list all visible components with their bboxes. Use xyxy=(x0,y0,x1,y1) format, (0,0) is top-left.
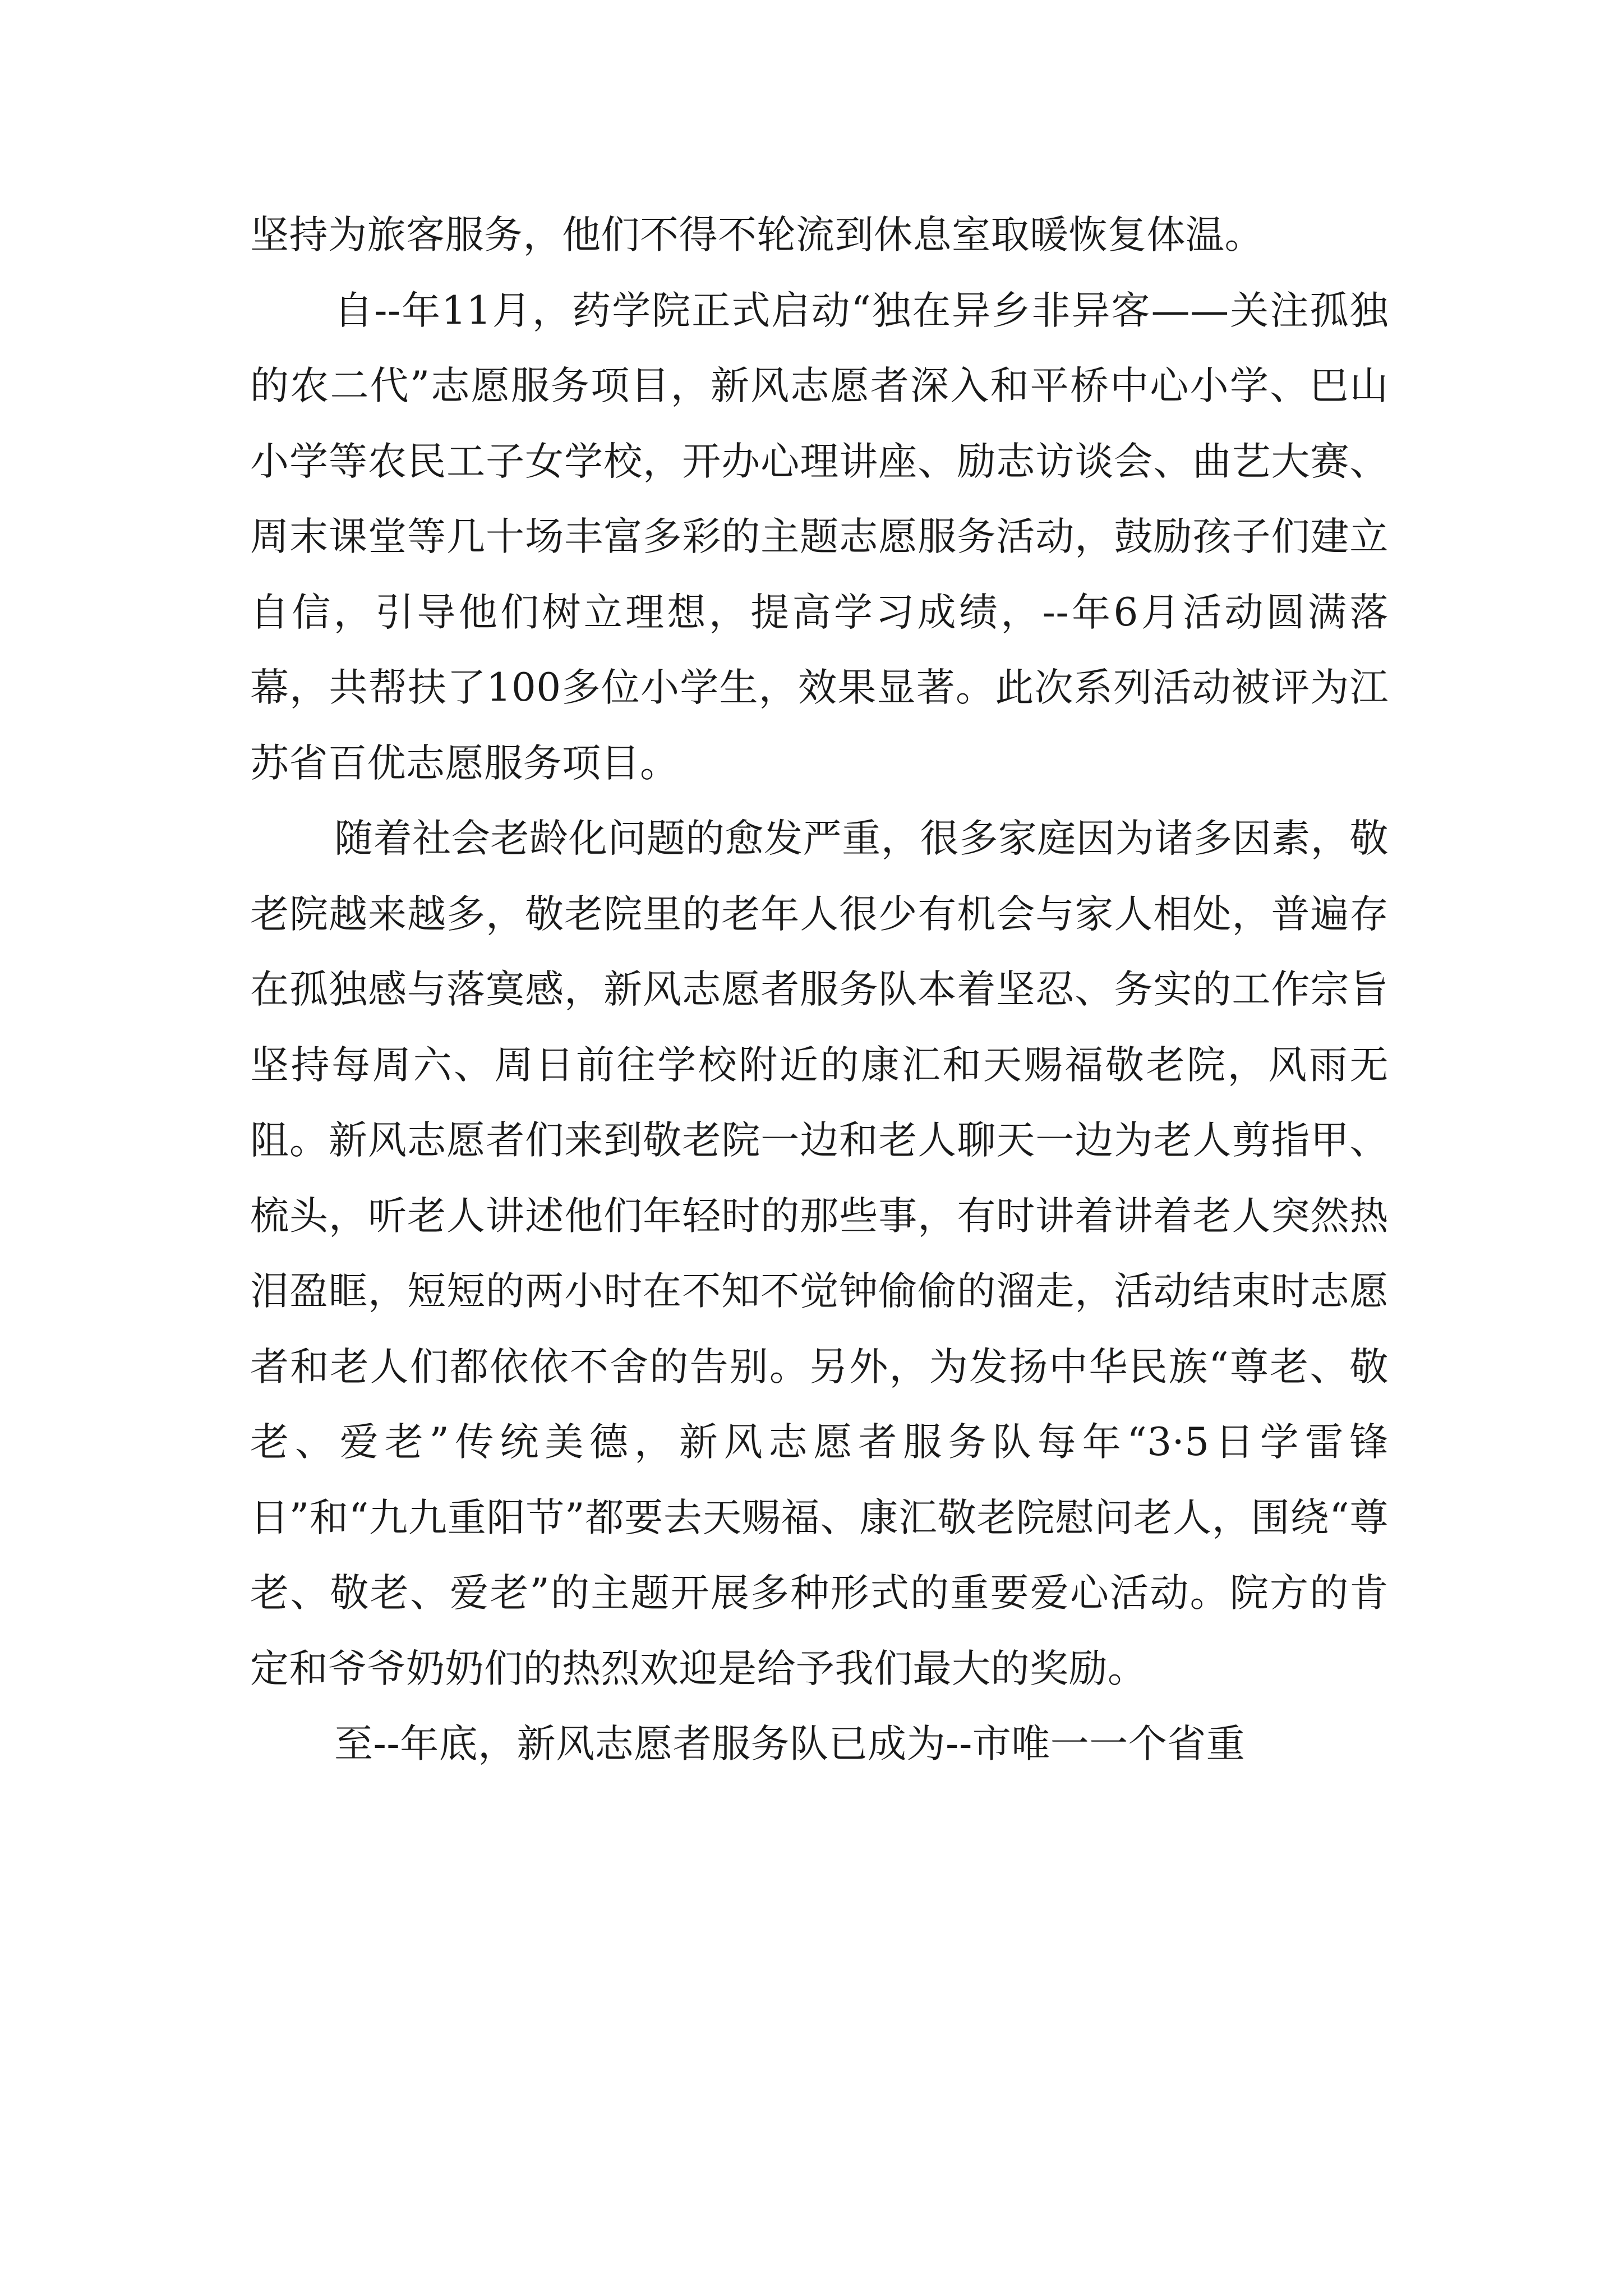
paragraph-1: 坚持为旅客服务，他们不得不轮流到休息室取暖恢复体温。 xyxy=(250,213,1264,257)
paragraph-4: 至--年底，新风志愿者服务队已成为--市唯一一个省重 xyxy=(334,1722,1246,1766)
paragraph-3: 随着社会老龄化问题的愈发严重，很多家庭因为诸多因素，敬老院越来越多，敬老院里的老年人很少有机会与家人相处，普遍存在孤独感与落寞感，新风志愿者服务队本着坚忍、务实的工作宗旨坚持每周六、周日前往学校附近的康汇和天赐福敬老院，风雨无阻。新风志愿者们来到敬老院一边和老人聊天一边为老人剪指甲、梳头，听老人讲述他们年轻时的那些事，有时讲着讲着老人突然热泪盈眶，短短的两小时在不知不觉钟偷偷的溜走，活动结束时志愿者和老人们都依依不舍的告别。另外，为发扬中华民族“尊老、敬老、爱老”传统美德，新风志愿者服务队每年“3·5日学雷锋日”和“九九重阳节”都要去天赐福、康汇敬老院慰问老人，围绕“尊老、敬老、爱老”的主题开展多种形式的重要爱心活动。院方的肯定和爷爷奶奶们的热烈欢迎是给予我们最大的奖励。 xyxy=(250,816,1389,1691)
document-body xyxy=(250,197,1389,1782)
paragraph-2: 自--年11月，药学院正式启动“独在异乡非异客——关注孤独的农二代”志愿服务项目，新风志愿者深入和平桥中心小学、巴山小学等农民工子女学校，开办心理讲座、励志访谈会、曲艺大赛、周末课堂等几十场丰富多彩的主题志愿服务活动，鼓励孩子们建立自信，引导他们树立理想，提高学习成绩，--年6月活动圆满落幕，共帮扶了100多位小学生，效果显著。此次系列活动被评为江苏省百优志愿服务项目。 xyxy=(250,288,1389,786)
